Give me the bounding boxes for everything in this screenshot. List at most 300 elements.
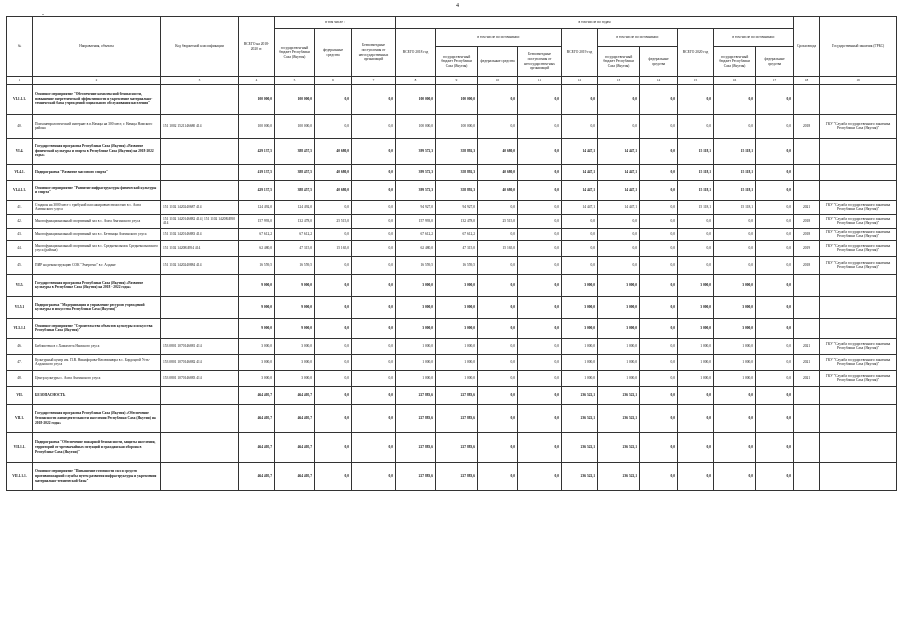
row-amount: 0,0	[678, 228, 714, 240]
row-amount: 15 118,1	[678, 200, 714, 214]
row-amount: 0,0	[352, 228, 396, 240]
row-amount: 1 000,0	[436, 370, 478, 386]
row-amount: 0,0	[756, 462, 794, 490]
row-amount: 464 405,7	[239, 386, 275, 404]
column-numbers-row	[7, 77, 897, 85]
row-kbk	[161, 296, 239, 318]
row-name: Центр культуры с. Амга Амгинского улуса	[33, 370, 161, 386]
row-amount: 0,0	[756, 318, 794, 338]
row-amount: 464 405,7	[275, 462, 315, 490]
row-amount: 0,0	[756, 354, 794, 370]
row-kbk	[161, 386, 239, 404]
row-number: VI.1.1.1.	[7, 84, 33, 114]
row-amount: 0,0	[640, 214, 678, 228]
row-amount: 14 447,1	[562, 180, 598, 200]
row-amount: 0,0	[640, 404, 678, 432]
row-amount: 464 405,7	[275, 386, 315, 404]
row-amount: 3 000,0	[678, 274, 714, 296]
row-amount: 0,0	[518, 296, 562, 318]
row-kbk: 153 0801 1070146883 414	[161, 370, 239, 386]
row-name: Многофункциональный спортивный зал в с. Бетюнцы Амгинского улуса	[33, 228, 161, 240]
row-amount: 358 892,3	[436, 138, 478, 164]
row-amount: 236 522,1	[562, 432, 598, 462]
row-amount: 429 137,5	[239, 138, 275, 164]
row-amount: 16 559,5	[275, 256, 315, 274]
row-name: Основное мероприятие "Развитие инфраструктуры физической культуры и спорта"	[33, 180, 161, 200]
table-row	[7, 228, 897, 240]
row-amount: 0,0	[518, 354, 562, 370]
row-amount: 0,0	[678, 462, 714, 490]
row-amount: 14 447,1	[562, 138, 598, 164]
row-amount: 0,0	[518, 84, 562, 114]
row-number: VI.4.	[7, 138, 33, 164]
row-amount: 0,0	[518, 256, 562, 274]
row-amount: 0,0	[598, 114, 640, 138]
row-amount: 0,0	[518, 240, 562, 256]
row-amount: 1 000,0	[678, 338, 714, 354]
row-amount: 227 883,6	[396, 462, 436, 490]
row-kbk	[161, 84, 239, 114]
row-amount: 47 315,0	[275, 240, 315, 256]
row-amount: 0,0	[478, 354, 518, 370]
row-amount: 388 457,5	[275, 180, 315, 200]
row-amount: 236 522,1	[598, 432, 640, 462]
row-amount: 0,0	[518, 432, 562, 462]
row-amount: 3 000,0	[562, 274, 598, 296]
row-name: Библиотека в с.Хамагатта Намского улуса	[33, 338, 161, 354]
row-amount: 15 118,1	[714, 164, 756, 180]
row-number: 41.	[7, 200, 33, 214]
table-row	[7, 462, 897, 490]
row-amount: 399 572,3	[396, 164, 436, 180]
row-amount: 227 883,6	[436, 432, 478, 462]
row-number: VII.	[7, 386, 33, 404]
column-number: 6	[315, 77, 352, 85]
row-deadline: 2018	[794, 228, 820, 240]
row-amount: 1 000,0	[714, 338, 756, 354]
row-amount: 157 993,0	[239, 214, 275, 228]
row-amount: 0,0	[352, 180, 396, 200]
row-number: VI.5.1.1	[7, 318, 33, 338]
row-amount: 0,0	[640, 240, 678, 256]
row-amount: 0,0	[352, 138, 396, 164]
row-amount: 0,0	[352, 164, 396, 180]
row-deadline	[794, 462, 820, 490]
row-amount: 3 000,0	[396, 274, 436, 296]
row-name: Государственная программа Республики Саха (Якутия) «Развитие физической культуры и спорта в Республике Саха (Якутия) на 2018-2022 годы»	[33, 138, 161, 164]
row-amount: 9 000,0	[275, 296, 315, 318]
row-name: Подпрограмма "Модернизация и управление ресурсов учреждений культуры и искусства Республики Саха (Якутия)"	[33, 296, 161, 318]
row-amount: 0,0	[756, 386, 794, 404]
row-amount: 236 522,1	[598, 462, 640, 490]
row-amount: 0,0	[478, 404, 518, 432]
row-kbk: 151 1102 1420R4954 414	[161, 240, 239, 256]
row-customer: ГКУ "Служба государственного заказчика Республики Саха (Якутия)"	[820, 200, 897, 214]
row-number: 42.	[7, 214, 33, 228]
row-number: VI.5.1	[7, 296, 33, 318]
row-amount: 15 118,1	[714, 138, 756, 164]
document-page	[6, 3, 896, 636]
row-kbk	[161, 432, 239, 462]
column-number: 8	[396, 77, 436, 85]
row-amount: 236 522,1	[598, 386, 640, 404]
row-customer	[820, 164, 897, 180]
row-amount: 15 118,1	[678, 180, 714, 200]
row-amount: 0,0	[315, 200, 352, 214]
row-customer	[820, 274, 897, 296]
row-amount: 0,0	[714, 256, 756, 274]
row-amount: 0,0	[640, 318, 678, 338]
row-amount: 358 892,3	[436, 180, 478, 200]
table-row	[7, 318, 897, 338]
row-amount: 0,0	[678, 84, 714, 114]
row-amount: 9 000,0	[275, 318, 315, 338]
row-amount: 3 000,0	[562, 318, 598, 338]
column-number: 15	[678, 77, 714, 85]
row-amount: 0,0	[315, 386, 352, 404]
header-federal-2020: федеральные средства	[756, 47, 794, 77]
row-kbk	[161, 180, 239, 200]
row-amount: 1 000,0	[678, 370, 714, 386]
header-state-budget-2019: государствен-ный бюджет Республики Саха (Якутия)	[598, 47, 640, 77]
table-row	[7, 354, 897, 370]
row-amount: 0,0	[756, 404, 794, 432]
row-customer	[820, 386, 897, 404]
header-name: Направления, объекты	[33, 17, 161, 77]
table-row	[7, 138, 897, 164]
row-kbk	[161, 164, 239, 180]
row-amount: 227 883,6	[436, 386, 478, 404]
row-amount: 3 000,0	[436, 296, 478, 318]
table-row	[7, 200, 897, 214]
row-amount: 0,0	[640, 164, 678, 180]
row-amount: 3 000,0	[598, 318, 640, 338]
row-amount: 0,0	[678, 386, 714, 404]
header-fund-2019: в том числе по источникам:	[598, 29, 678, 47]
row-deadline	[794, 404, 820, 432]
row-amount: 0,0	[478, 84, 518, 114]
row-amount: 0,0	[598, 84, 640, 114]
row-amount: 0,0	[352, 462, 396, 490]
table-row	[7, 386, 897, 404]
row-amount: 0,0	[640, 386, 678, 404]
header-fund-2020: в том числе по источникам:	[714, 29, 794, 47]
row-name: Основное мероприятие "Обеспечение комплексной безопасности, повышение энергетической эффективности и укрепление материально-технической базы учреждений социального обслуживания населения"	[33, 84, 161, 114]
row-amount: 0,0	[678, 256, 714, 274]
row-customer	[820, 296, 897, 318]
row-number: 44.	[7, 240, 33, 256]
row-amount: 0,0	[756, 240, 794, 256]
row-customer: ГКУ "Служба государственного заказчика Республики Саха (Якутия)"	[820, 228, 897, 240]
row-amount: 0,0	[315, 84, 352, 114]
row-amount: 1 000,0	[562, 338, 598, 354]
row-name: Стадион на 3000 мест с трибуной пассажировместимостью в с. Амга Амгинского улуса	[33, 200, 161, 214]
row-amount: 3 000,0	[436, 318, 478, 338]
row-amount: 100 000,0	[275, 114, 315, 138]
row-amount: 9 000,0	[275, 274, 315, 296]
row-amount: 62 480,0	[396, 240, 436, 256]
page-number: 4	[456, 3, 459, 9]
row-amount: 0,0	[756, 228, 794, 240]
row-amount: 0,0	[518, 370, 562, 386]
row-amount: 1 000,0	[436, 338, 478, 354]
row-amount: 0,0	[478, 370, 518, 386]
row-name: Государственная программа Республики Саха (Якутия) «Обеспечение безопасности жизнедеятельности населения Республики Саха (Якутия) на 2018-2022 годы»	[33, 404, 161, 432]
row-amount: 0,0	[518, 114, 562, 138]
row-customer	[820, 404, 897, 432]
row-amount: 1 000,0	[598, 354, 640, 370]
top-mark: -	[42, 12, 44, 18]
row-amount: 15 118,1	[678, 164, 714, 180]
table-body	[7, 84, 897, 490]
header-federal: федеральные средства	[315, 29, 352, 77]
row-amount: 100 000,0	[239, 84, 275, 114]
row-amount: 3 000,0	[275, 338, 315, 354]
row-amount: 1 000,0	[598, 370, 640, 386]
row-amount: 0,0	[478, 296, 518, 318]
row-number: 48.	[7, 370, 33, 386]
row-amount: 236 522,1	[562, 462, 598, 490]
header-extra-2018: Безвозмездные поступления от негосударствен-ных организаций	[518, 47, 562, 77]
row-name: Государственная программа Республики Саха (Якутия) «Развитие культуры в Республике Саха (Якутия) на 2018 - 2022 годы»	[33, 274, 161, 296]
row-amount: 1 000,0	[396, 370, 436, 386]
row-number: 43.	[7, 228, 33, 240]
row-kbk: 153 0801 1070146882 414	[161, 354, 239, 370]
row-amount: 3 000,0	[396, 296, 436, 318]
row-amount: 0,0	[518, 462, 562, 490]
row-amount: 0,0	[478, 200, 518, 214]
row-amount: 464 405,7	[239, 432, 275, 462]
row-amount: 0,0	[352, 370, 396, 386]
table-row	[7, 180, 897, 200]
row-deadline: 2021	[794, 354, 820, 370]
row-amount: 0,0	[352, 386, 396, 404]
row-amount: 0,0	[352, 318, 396, 338]
row-amount: 16 559,5	[396, 256, 436, 274]
row-amount: 0,0	[518, 228, 562, 240]
row-deadline	[794, 84, 820, 114]
column-number: 10	[478, 77, 518, 85]
row-amount: 464 405,7	[275, 432, 315, 462]
header-total-2018: ВСЕГО 2018 год	[396, 29, 436, 77]
row-kbk: 151 1002 1521146680 414	[161, 114, 239, 138]
row-amount: 0,0	[756, 114, 794, 138]
row-deadline: 2021	[794, 338, 820, 354]
row-amount: 1 000,0	[714, 370, 756, 386]
row-amount: 14 447,1	[598, 138, 640, 164]
row-amount: 3 000,0	[275, 370, 315, 386]
row-amount: 3 000,0	[275, 354, 315, 370]
row-amount: 0,0	[352, 338, 396, 354]
header-total-2019: ВСЕГО 2019 год	[562, 29, 598, 77]
row-amount: 0,0	[478, 114, 518, 138]
row-amount: 0,0	[315, 114, 352, 138]
row-kbk: 151 1102 1420146882 414 | 151 1102 1420R4950 414	[161, 214, 239, 228]
column-number: 13	[598, 77, 640, 85]
row-amount: 0,0	[352, 404, 396, 432]
row-amount: 0,0	[756, 138, 794, 164]
row-amount: 0,0	[714, 462, 756, 490]
row-amount: 0,0	[315, 318, 352, 338]
row-amount: 0,0	[714, 404, 756, 432]
row-amount: 0,0	[756, 338, 794, 354]
row-amount: 0,0	[518, 200, 562, 214]
row-amount: 0,0	[714, 240, 756, 256]
row-amount: 40 680,0	[315, 138, 352, 164]
row-amount: 0,0	[352, 256, 396, 274]
row-amount: 3 000,0	[396, 318, 436, 338]
row-amount: 0,0	[756, 370, 794, 386]
row-amount: 0,0	[714, 228, 756, 240]
row-amount: 3 000,0	[562, 296, 598, 318]
row-name: Многофункциональный спортивный зал в с. Среднеколымск Среднеколымского улуса (района)	[33, 240, 161, 256]
row-name: Многофункциональный спортивный зал в с. Амга Амгинского улуса	[33, 214, 161, 228]
row-kbk: 151 1102 1420240884 414	[161, 256, 239, 274]
row-deadline: 2018	[794, 214, 820, 228]
row-number: VI.4.1.1.	[7, 180, 33, 200]
row-amount: 94 927,0	[396, 200, 436, 214]
row-amount: 0,0	[756, 274, 794, 296]
row-name: ПИР на реконструкцию СОК "Эмергенс" в г. Алдане	[33, 256, 161, 274]
row-customer	[820, 432, 897, 462]
row-amount: 0,0	[315, 256, 352, 274]
row-amount: 0,0	[714, 114, 756, 138]
row-amount: 132 478,0	[436, 214, 478, 228]
header-fund-2018: в том числе по источникам:	[436, 29, 562, 47]
table-row	[7, 240, 897, 256]
row-kbk	[161, 462, 239, 490]
row-kbk	[161, 274, 239, 296]
table-row	[7, 404, 897, 432]
row-amount: 1 000,0	[436, 354, 478, 370]
row-amount: 0,0	[640, 296, 678, 318]
row-customer	[820, 180, 897, 200]
row-amount: 1 000,0	[562, 354, 598, 370]
header-by-years: в том числе по годам	[396, 17, 794, 29]
row-customer: ГКУ "Служба государственного заказчика Республики Саха (Якутия)"	[820, 354, 897, 370]
row-amount: 236 522,1	[562, 386, 598, 404]
row-amount: 0,0	[315, 462, 352, 490]
row-amount: 0,0	[714, 214, 756, 228]
row-amount: 40 680,0	[478, 138, 518, 164]
row-amount: 0,0	[598, 214, 640, 228]
row-amount: 0,0	[714, 386, 756, 404]
row-amount: 40 680,0	[315, 180, 352, 200]
row-customer	[820, 84, 897, 114]
row-amount: 62 480,0	[239, 240, 275, 256]
row-amount: 67 612,2	[436, 228, 478, 240]
row-amount: 227 883,6	[396, 432, 436, 462]
row-amount: 0,0	[562, 240, 598, 256]
row-amount: 14 447,1	[598, 200, 640, 214]
row-amount: 0,0	[714, 432, 756, 462]
row-amount: 100 000,0	[436, 84, 478, 114]
row-amount: 67 612,2	[275, 228, 315, 240]
header-federal-2019: федеральные средства	[640, 47, 678, 77]
row-amount: 1 000,0	[714, 354, 756, 370]
row-amount: 0,0	[598, 240, 640, 256]
row-amount: 0,0	[315, 228, 352, 240]
column-number: 1	[7, 77, 33, 85]
row-amount: 157 993,0	[396, 214, 436, 228]
row-name: Подпрограмма "Обеспечение пожарной безопасности, защиты населения, территорий от чрезвычайных ситуаций и гражданская оборона в Республике Саха (Якутия)"	[33, 432, 161, 462]
header-customer: Государственный заказчик (ГРБС)	[820, 17, 897, 77]
row-amount: 132 478,0	[275, 214, 315, 228]
row-amount: 0,0	[678, 240, 714, 256]
row-amount: 3 000,0	[239, 354, 275, 370]
row-amount: 124 492,0	[239, 200, 275, 214]
column-number: 4	[239, 77, 275, 85]
row-amount: 3 000,0	[598, 296, 640, 318]
row-customer: ГКУ "Служба государственного заказчика Республики Саха (Якутия)"	[820, 214, 897, 228]
row-customer: ГКУ "Служба государственного заказчика Республики Саха (Якутия)"	[820, 370, 897, 386]
column-number: 17	[756, 77, 794, 85]
header-deadline: Сроки ввода	[794, 17, 820, 77]
row-amount: 0,0	[518, 318, 562, 338]
row-amount: 0,0	[352, 274, 396, 296]
row-amount: 14 447,1	[562, 164, 598, 180]
budget-table	[6, 16, 897, 491]
row-amount: 25 515,0	[478, 214, 518, 228]
row-amount: 0,0	[478, 228, 518, 240]
row-amount: 3 000,0	[714, 274, 756, 296]
row-deadline	[794, 296, 820, 318]
row-amount: 124 492,0	[275, 200, 315, 214]
row-amount: 0,0	[562, 114, 598, 138]
row-amount: 1 000,0	[396, 338, 436, 354]
row-amount: 15 165,0	[478, 240, 518, 256]
row-amount: 0,0	[352, 214, 396, 228]
row-name: Психоневрологический интернат в п.Намцы на 300 мест, г. Намцы Намского района	[33, 114, 161, 138]
row-amount: 227 883,6	[396, 386, 436, 404]
row-amount: 0,0	[640, 462, 678, 490]
row-amount: 0,0	[478, 462, 518, 490]
row-amount: 0,0	[315, 338, 352, 354]
row-amount: 14 447,1	[598, 164, 640, 180]
row-kbk: 151 1102 1420146883 414	[161, 228, 239, 240]
column-number: 14	[640, 77, 678, 85]
row-amount: 464 405,7	[239, 462, 275, 490]
row-number: 46.	[7, 338, 33, 354]
row-amount: 40 680,0	[478, 164, 518, 180]
row-deadline	[794, 274, 820, 296]
row-name: Подпрограмма "Развитие массового спорта"	[33, 164, 161, 180]
column-number: 3	[161, 77, 239, 85]
row-deadline: 2021	[794, 200, 820, 214]
header-total-2018-2020: ВСЕГО на 2018-2020 гг.	[239, 17, 275, 77]
header-state-budget: государствен-ный бюджет Республики Саха (Якутия)	[275, 29, 315, 77]
row-kbk	[161, 138, 239, 164]
row-kbk	[161, 318, 239, 338]
row-amount: 0,0	[352, 84, 396, 114]
row-amount: 0,0	[640, 432, 678, 462]
row-amount: 358 892,3	[436, 164, 478, 180]
row-name: Культурный центр им. П.В. Никифорова-Кюлюмнюра в с. Бордоңгой Усть-Алданского улуса	[33, 354, 161, 370]
row-amount: 3 000,0	[239, 370, 275, 386]
row-number: VI.4.1.	[7, 164, 33, 180]
row-amount: 9 000,0	[239, 318, 275, 338]
header-state-budget-2020: государствен-ный бюджет Республики Саха (Якутия)	[714, 47, 756, 77]
row-amount: 25 515,0	[315, 214, 352, 228]
row-amount: 3 000,0	[678, 318, 714, 338]
row-number: VI.5.	[7, 274, 33, 296]
row-amount: 0,0	[678, 114, 714, 138]
row-amount: 3 000,0	[598, 274, 640, 296]
row-amount: 0,0	[352, 296, 396, 318]
row-deadline	[794, 138, 820, 164]
header-state-budget-2018: государствен-ный бюджет Республики Саха (Якутия)	[436, 47, 478, 77]
row-amount: 0,0	[518, 274, 562, 296]
